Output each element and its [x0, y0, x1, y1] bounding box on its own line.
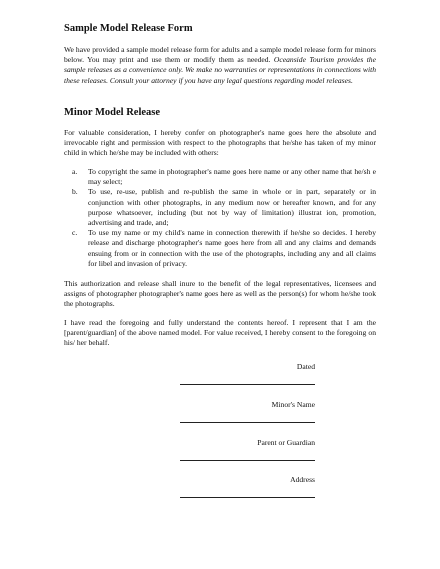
intro-text: We have provided a sample model release form for adults and a sample model release form for minors below. You may print and use them or modify them as needed. [64, 45, 376, 65]
list-item-text: To use, re-use, publish and re-publish the same in whole or in part, separately or in conjunction with other photographs, in any medium now or hereafter known, and for any purpose whatsoever, including (but not by way of limitation) illustrat ion, promotion, advertising and trade, and; [88, 187, 376, 228]
address-field [180, 475, 315, 498]
list-marker: c. [72, 228, 78, 238]
rights-item-b [64, 187, 376, 228]
minor-name-signature-line [180, 422, 315, 423]
minor-name-label: Minor's Name [271, 400, 315, 409]
dated-field [180, 362, 315, 385]
intro-disclaimer: Oceanside Tourism provides the sample releases as a convenience only. We make no warranties or representations in connections with these releases. Consult your attorney if you have any legal questions regarding model releases. [64, 55, 376, 85]
dated-signature-line [180, 384, 315, 385]
list-marker: b. [72, 187, 78, 197]
minor-release-heading: Minor Model Release [64, 107, 161, 118]
address-label: Address [290, 475, 315, 484]
intro-paragraph [64, 45, 376, 86]
parent-guardian-label: Parent or Guardian [257, 438, 315, 447]
rights-list [64, 167, 376, 269]
read-statement-paragraph: I have read the foregoing and fully understand the contents hereof. I represent that I am the [parent/guardian] of the above named model. For value received, I hereby consent to the foregoing on his/ her behalf. [64, 318, 376, 348]
dated-label: Dated [296, 362, 315, 371]
list-item-text: To use my name or my child's name in connection therewith if he/she so decides. I hereby release and discharge photographer's name goes here from all and any claims and demands ensuing from or in connection with the use of the photographs, including any and all claims for libel and invasion of privacy. [88, 228, 376, 268]
list-marker: a. [72, 167, 78, 176]
parent-guardian-signature-line [180, 460, 315, 461]
rights-item-c [64, 228, 376, 269]
address-signature-line [180, 497, 315, 498]
authorization-paragraph: This authorization and release shall inure to the benefit of the legal representatives, licensees and assigns of photographer photographer's name goes here as well as the person(s) for whom he/she took the photographs. [64, 279, 376, 309]
form-title: Sample Model Release Form [64, 23, 193, 34]
rights-item-a [64, 167, 376, 187]
parent-guardian-field [180, 438, 315, 461]
consideration-paragraph: For valuable consideration, I hereby confer on photographer's name goes here the absolute and irrevocable right and permission with respect to the photographs that he/she has taken of my minor child in which he/she may be included with others: [64, 128, 376, 158]
minor-name-field [180, 400, 315, 423]
list-item-text: To copyright the same in photographer's name goes here name or any other name that he/sh e may select; [88, 167, 376, 187]
